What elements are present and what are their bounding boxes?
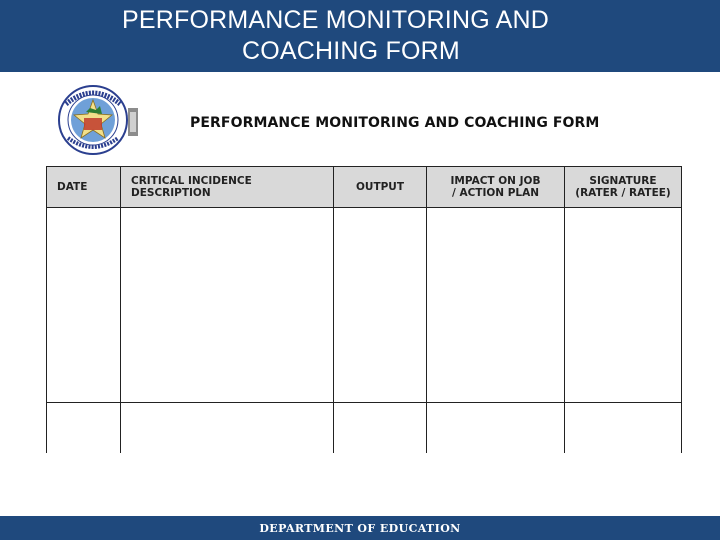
slide-title-line-2: COACHING FORM xyxy=(242,37,460,65)
column-header-impact-text: IMPACT ON JOB / ACTION PLAN xyxy=(450,175,541,199)
signature-cell[interactable] xyxy=(565,208,682,403)
output-cell[interactable] xyxy=(334,403,427,454)
footer-label: DEPARTMENT OF EDUCATION xyxy=(259,521,461,535)
column-header-output: OUTPUT xyxy=(334,167,427,208)
footer-banner xyxy=(0,516,720,540)
column-header-signature-text: SIGNATURE (RATER / RATEE) xyxy=(575,175,671,199)
column-header-impact xyxy=(427,167,565,208)
impact-cell[interactable] xyxy=(427,208,565,403)
form-heading: PERFORMANCE MONITORING AND COACHING FORM xyxy=(190,115,600,131)
impact-cell[interactable] xyxy=(427,403,565,454)
column-header-critical-incidence: CRITICAL INCIDENCE DESCRIPTION xyxy=(121,167,334,208)
date-cell[interactable] xyxy=(47,403,121,454)
slide-title-banner xyxy=(0,0,720,72)
critical-incidence-cell[interactable] xyxy=(121,208,334,403)
output-cell[interactable] xyxy=(334,208,427,403)
column-header-date: DATE xyxy=(47,167,121,208)
deped-seal-icon xyxy=(46,84,146,156)
coaching-form-table xyxy=(46,166,681,452)
date-cell[interactable] xyxy=(47,208,121,403)
table-row xyxy=(47,208,682,403)
slide-title-line-1: PERFORMANCE MONITORING AND xyxy=(122,6,549,34)
signature-cell[interactable] xyxy=(565,403,682,454)
table-header-row xyxy=(47,167,682,208)
table-row xyxy=(47,403,682,454)
column-header-signature xyxy=(565,167,682,208)
critical-incidence-cell[interactable] xyxy=(121,403,334,454)
